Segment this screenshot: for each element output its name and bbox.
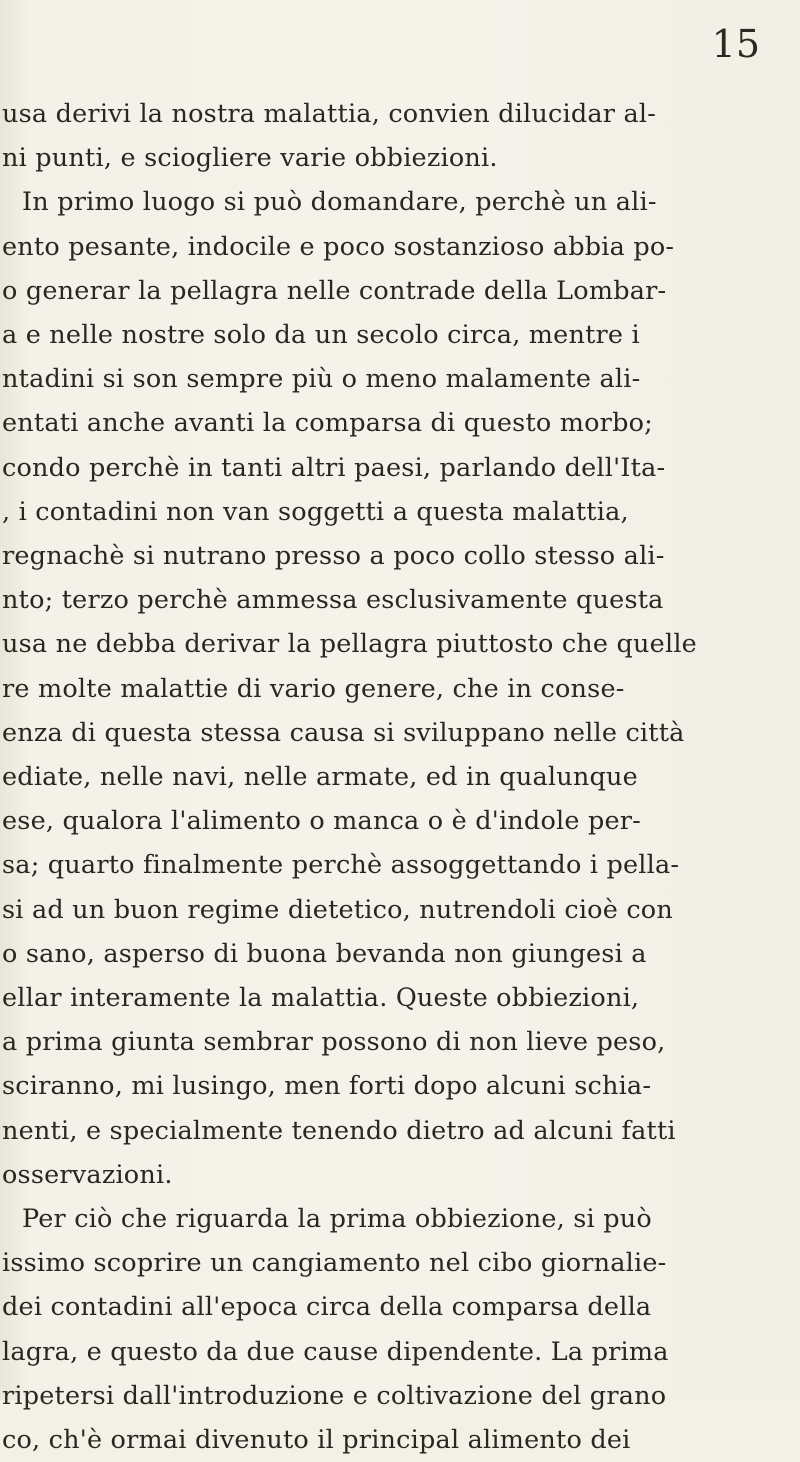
text-line: co, ch'è ormai divenuto il principal alimento dei (2, 1425, 631, 1456)
text-line: ediate, nelle navi, nelle armate, ed in qualunque (2, 762, 638, 793)
page-number: 15 (711, 22, 760, 66)
text-line: , i contadini non van soggetti a questa malattia, (2, 496, 629, 527)
text-line: ellar interamente la malattia. Queste obbiezioni, (2, 983, 640, 1014)
text-line: entati anche avanti la comparsa di questo morbo; (2, 408, 653, 439)
text-line: issimo scoprire un cangiamento nel cibo giornalie- (2, 1248, 667, 1279)
text-line: osservazioni. (2, 1159, 173, 1190)
text-line: dei contadini all'epoca circa della comparsa della (2, 1292, 652, 1323)
text-line: ento pesante, indocile e poco sostanzioso abbia po- (2, 231, 675, 262)
text-line: regnachè si nutrano presso a poco collo stesso ali- (2, 541, 665, 572)
text-line: si ad un buon regime dietetico, nutrendoli cioè con (2, 894, 673, 925)
text-line: sciranno, mi lusingo, men forti dopo alcuni schia- (2, 1071, 652, 1102)
text-line: ripetersi dall'introduzione e coltivazione del grano (2, 1380, 667, 1411)
text-line: In primo luogo si può domandare, perchè un ali- (22, 187, 657, 218)
text-line: o generar la pellagra nelle contrade della Lombar- (2, 275, 667, 306)
text-line: nto; terzo perchè ammessa esclusivamente questa (2, 585, 664, 616)
page-body-text (2, 92, 782, 1462)
text-line: Per ciò che riguarda la prima obbiezione, si può (22, 1204, 652, 1235)
text-line: ntadini si son sempre più o meno malamente ali- (2, 364, 641, 395)
text-line: ese, qualora l'alimento o manca o è d'indole per- (2, 806, 641, 837)
text-line: usa derivi la nostra malattia, convien dilucidar al- (2, 99, 657, 129)
text-line: sa; quarto finalmente perchè assoggettando i pella- (2, 850, 680, 881)
text-line: ni punti, e sciogliere varie obbiezioni. (2, 143, 498, 174)
text-line: lagra, e questo da due cause dipendente. La prima (2, 1336, 669, 1367)
text-line: usa ne debba derivar la pellagra piuttosto che quelle (2, 629, 697, 660)
text-line: re molte malattie di vario genere, che in conse- (2, 673, 625, 704)
text-line: a e nelle nostre solo da un secolo circa, mentre i (2, 320, 640, 351)
text-line: enza di questa stessa causa si sviluppano nelle città (2, 717, 685, 748)
text-line: o sano, asperso di buona bevanda non giungesi a (2, 938, 647, 969)
text-line: a prima giunta sembrar possono di non lieve peso, (2, 1027, 666, 1058)
text-line: nenti, e specialmente tenendo dietro ad alcuni fatti (2, 1115, 676, 1146)
text-line: condo perchè in tanti altri paesi, parlando dell'Ita- (2, 452, 666, 483)
